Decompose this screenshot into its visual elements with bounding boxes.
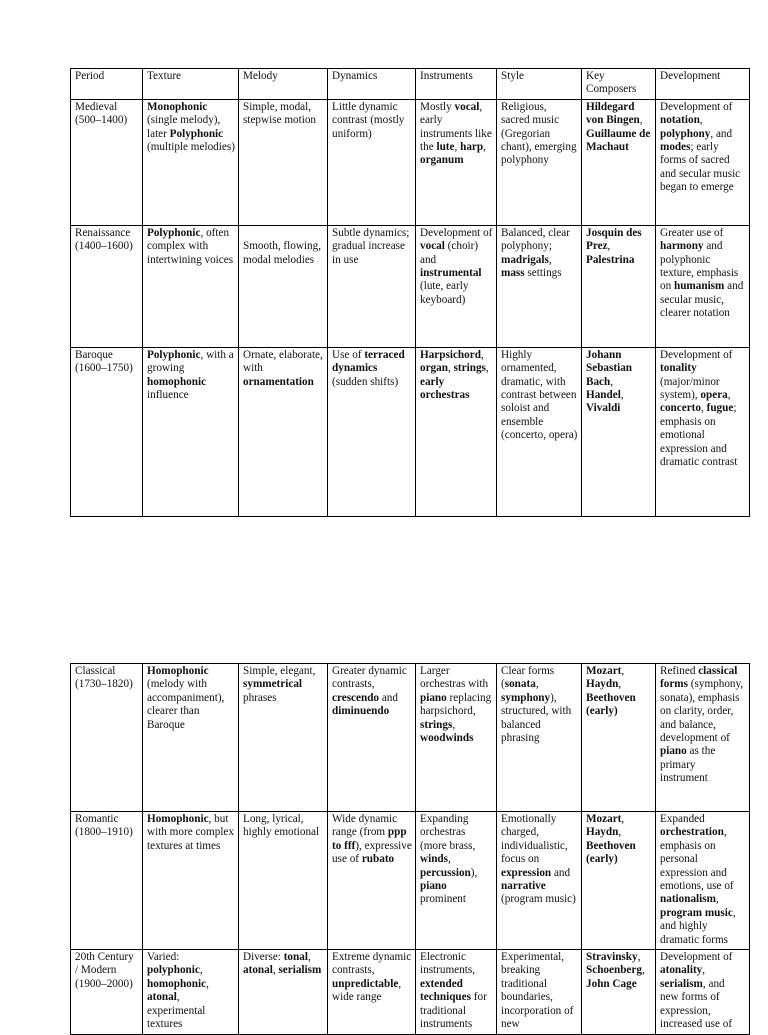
header-period: Period bbox=[71, 69, 143, 100]
cell-period: 20th Century / Modern (1900–2000) bbox=[71, 950, 143, 1034]
cell-dynamics: Use of terraced dynamics (sudden shifts) bbox=[328, 347, 416, 516]
cell-instruments: Larger orchestras with piano replacing harpsichord, strings, woodwinds bbox=[416, 664, 497, 812]
cell-composers: Johann Sebastian Bach, Handel, Vivaldi bbox=[582, 347, 656, 516]
cell-texture: Polyphonic, often complex with intertwining voices bbox=[143, 225, 239, 347]
cell-dynamics: Greater dynamic contrasts, crescendo and diminuendo bbox=[328, 664, 416, 812]
cell-development: Development of atonality, serialism, and new forms of expression, increased use of bbox=[656, 950, 750, 1034]
cell-melody: Ornate, elaborate, with ornamentation bbox=[239, 347, 328, 516]
cell-style: Emotionally charged, individualistic, focus on expression and narrative (program music) bbox=[497, 812, 582, 950]
cell-melody: Simple, elegant, symmetrical phrases bbox=[239, 664, 328, 812]
cell-style: Balanced, clear polyphony; madrigals, mass settings bbox=[497, 225, 582, 347]
table-row-romantic bbox=[71, 812, 750, 950]
cell-dynamics: Little dynamic contrast (mostly uniform) bbox=[328, 99, 416, 225]
header-melody: Melody bbox=[239, 69, 328, 100]
cell-dynamics: Subtle dynamics; gradual increase in use bbox=[328, 225, 416, 347]
cell-style: Experimental, breaking traditional boundaries, incorporation of new bbox=[497, 950, 582, 1034]
cell-melody: Long, lyrical, highly emotional bbox=[239, 812, 328, 950]
cell-composers: Stravinsky, Schoenberg, John Cage bbox=[582, 950, 656, 1034]
header-key-composers: Key Composers bbox=[582, 69, 656, 100]
header-dynamics: Dynamics bbox=[328, 69, 416, 100]
header-style: Style bbox=[497, 69, 582, 100]
table-row-renaissance bbox=[71, 225, 750, 347]
cell-texture: Homophonic, but with more complex textures at times bbox=[143, 812, 239, 950]
table-row-medieval bbox=[71, 99, 750, 225]
cell-style: Religious, sacred music (Gregorian chant), emerging polyphony bbox=[497, 99, 582, 225]
cell-style: Highly ornamented, dramatic, with contrast between soloist and ensemble (concerto, opera) bbox=[497, 347, 582, 516]
cell-composers: Mozart, Haydn, Beethoven (early) bbox=[582, 664, 656, 812]
cell-texture: Monophonic (single melody), later Polyphonic (multiple melodies) bbox=[143, 99, 239, 225]
cell-composers: Mozart, Haydn, Beethoven (early) bbox=[582, 812, 656, 950]
cell-development: Greater use of harmony and polyphonic texture, emphasis on humanism and secular music, clearer notation bbox=[656, 225, 750, 347]
cell-instruments: Electronic instruments, extended techniques for traditional instruments bbox=[416, 950, 497, 1034]
cell-style: Clear forms (sonata, symphony), structured, with balanced phrasing bbox=[497, 664, 582, 812]
cell-texture: Homophonic (melody with accompaniment), clearer than Baroque bbox=[143, 664, 239, 812]
cell-texture: Polyphonic, with a growing homophonic influence bbox=[143, 347, 239, 516]
cell-instruments: Mostly vocal, early instruments like the lute, harp, organum bbox=[416, 99, 497, 225]
cell-period: Romantic (1800–1910) bbox=[71, 812, 143, 950]
cell-period: Medieval (500–1400) bbox=[71, 99, 143, 225]
cell-period: Classical (1730–1820) bbox=[71, 664, 143, 812]
cell-instruments: Expanding orchestras (more brass, winds, percussion), piano prominent bbox=[416, 812, 497, 950]
header-development: Development bbox=[656, 69, 750, 100]
cell-period: Baroque (1600–1750) bbox=[71, 347, 143, 516]
cell-dynamics: Wide dynamic range (from ppp to fff), expressive use of rubato bbox=[328, 812, 416, 950]
cell-composers: Hildegard von Bingen, Guillaume de Machaut bbox=[582, 99, 656, 225]
cell-dynamics: Extreme dynamic contrasts, unpredictable, wide range bbox=[328, 950, 416, 1034]
table-row-classical bbox=[71, 664, 750, 812]
music-periods-table-2 bbox=[70, 663, 750, 1035]
cell-melody: Simple, modal, stepwise motion bbox=[239, 99, 328, 225]
header-instruments: Instruments bbox=[416, 69, 497, 100]
table-header-row bbox=[71, 69, 750, 100]
cell-development: Development of tonality (major/minor system), opera, concerto, fugue; emphasis on emotional expression and dramatic contrast bbox=[656, 347, 750, 516]
cell-texture: Varied: polyphonic, homophonic, atonal, experimental textures bbox=[143, 950, 239, 1034]
cell-period: Renaissance (1400–1600) bbox=[71, 225, 143, 347]
cell-development: Development of notation, polyphony, and modes; early forms of sacred and secular music began to emerge bbox=[656, 99, 750, 225]
cell-melody: Diverse: tonal, atonal, serialism bbox=[239, 950, 328, 1034]
cell-composers: Josquin des Prez, Palestrina bbox=[582, 225, 656, 347]
music-periods-table-1 bbox=[70, 68, 750, 517]
cell-instruments: Harpsichord, organ, strings, early orchestras bbox=[416, 347, 497, 516]
cell-instruments: Development of vocal (choir) and instrumental (lute, early keyboard) bbox=[416, 225, 497, 347]
cell-development: Refined classical forms (symphony, sonata), emphasis on clarity, order, and balance, development of piano as the primary instrument bbox=[656, 664, 750, 812]
cell-development: Expanded orchestration, emphasis on personal expression and emotions, use of nationalism, program music, and highly dramatic forms bbox=[656, 812, 750, 950]
header-texture: Texture bbox=[143, 69, 239, 100]
table-row-20th-century-modern bbox=[71, 950, 750, 1034]
cell-melody: Smooth, flowing, modal melodies bbox=[239, 225, 328, 347]
table-row-baroque bbox=[71, 347, 750, 516]
